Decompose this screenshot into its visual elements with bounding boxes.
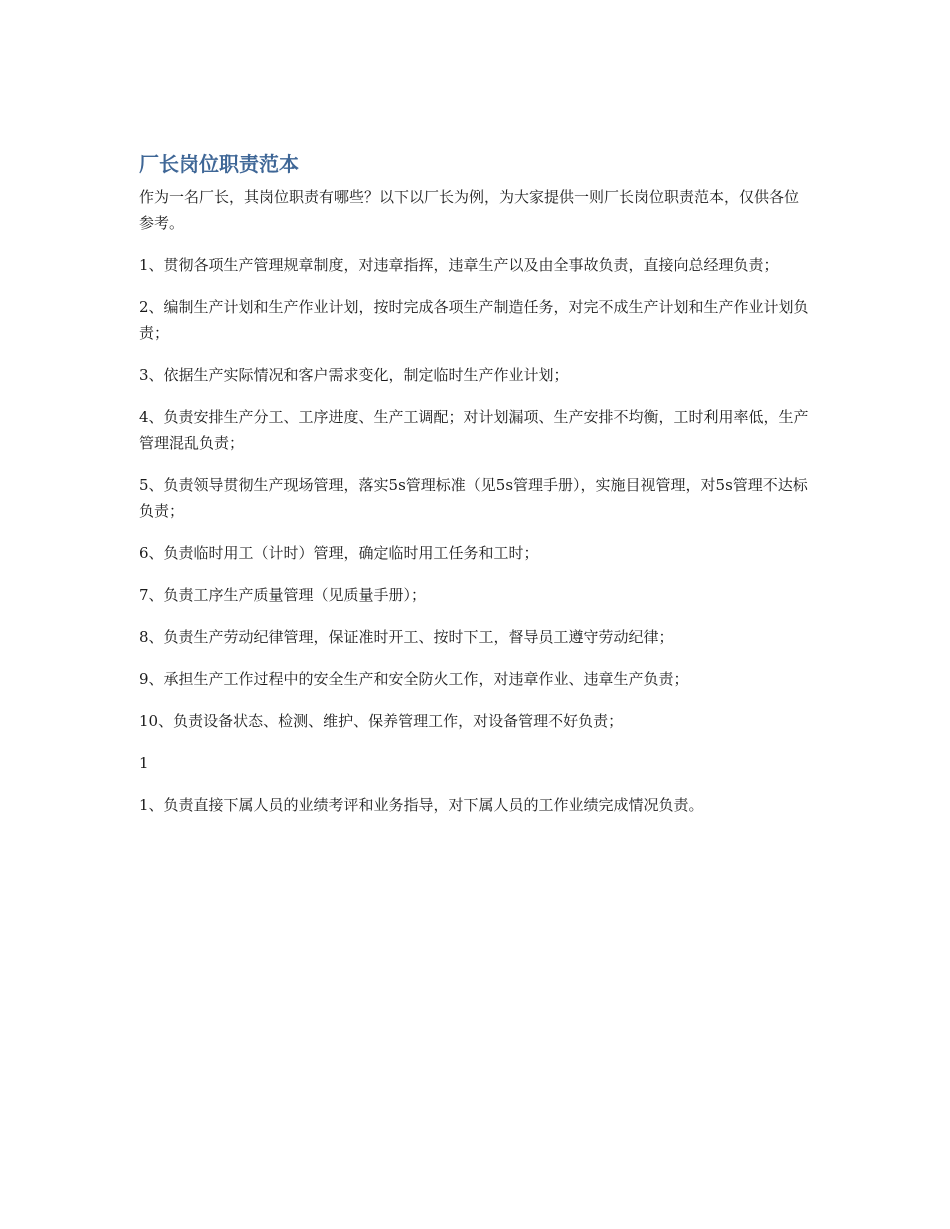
document-title: 厂长岗位职责范本 <box>139 152 299 176</box>
paragraph-4: 4、负责安排生产分工、工序进度、生产工调配；对计划漏项、生产安排不均衡，工时利用率低，生产管理混乱负责； <box>139 408 809 452</box>
document-content <box>139 150 811 834</box>
paragraph-1: 1、贯彻各项生产管理规章制度，对违章指挥，违章生产以及由全事故负责，直接向总经理负责； <box>139 256 779 274</box>
paragraph-7: 7、负责工序生产质量管理（见质量手册）； <box>139 586 427 604</box>
paragraph-5: 5、负责领导贯彻生产现场管理，落实5s管理标准（见5s管理手册），实施目视管理，对5s管理不达标负责； <box>139 476 808 520</box>
intro-paragraph: 作为一名厂长，其岗位职责有哪些？以下以厂长为例，为大家提供一则厂长岗位职责范本，仅供各位参考。 <box>139 188 800 232</box>
paragraph-11: 1 <box>139 754 149 772</box>
paragraph-10: 10、负责设备状态、检测、维护、保养管理工作，对设备管理不好负责； <box>139 712 624 730</box>
paragraph-12: 1、负责直接下属人员的业绩考评和业务指导，对下属人员的工作业绩完成情况负责。 <box>139 796 704 814</box>
paragraph-3: 3、依据生产实际情况和客户需求变化，制定临时生产作业计划； <box>139 366 569 384</box>
paragraph-8: 8、负责生产劳动纪律管理，保证准时开工、按时下工，督导员工遵守劳动纪律； <box>139 628 674 646</box>
paragraph-2: 2、编制生产计划和生产作业计划，按时完成各项生产制造任务，对完不成生产计划和生产作业计划负责； <box>139 298 809 342</box>
paragraph-9: 9、承担生产工作过程中的安全生产和安全防火工作，对违章作业、违章生产负责； <box>139 670 689 688</box>
paragraph-6: 6、负责临时用工（计时）管理，确定临时用工任务和工时； <box>139 544 539 562</box>
